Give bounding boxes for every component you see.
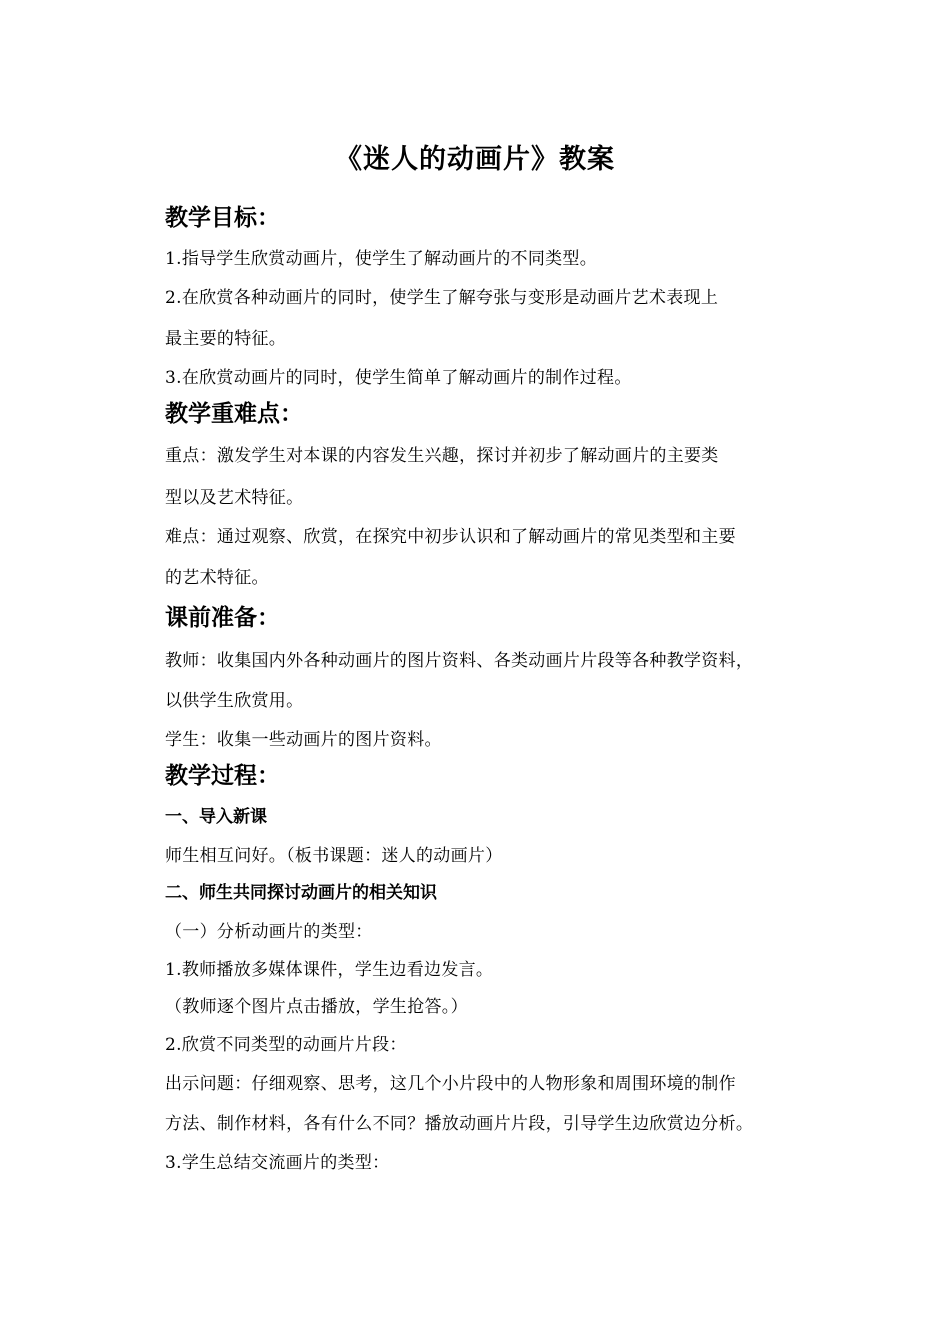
section-heading-prep: 课前准备： (165, 605, 280, 631)
keypoints-line-2: 型以及艺术特征。 (165, 488, 304, 508)
process-subheading-2: 二、师生共同探讨动画片的相关知识 (165, 883, 437, 903)
process-line-6: 出示问题：仔细观察、思考，这几个小片段中的人物形象和周围环境的制作 (165, 1074, 736, 1094)
section-heading-goals: 教学目标： (165, 205, 280, 231)
goals-line-1: 1.指导学生欣赏动画片，使学生了解动画片的不同类型。 (165, 249, 598, 269)
process-subheading-1: 一、导入新课 (165, 807, 267, 827)
goals-line-4: 3.在欣赏动画片的同时，使学生简单了解动画片的制作过程。 (165, 368, 632, 388)
process-line-8: 3.学生总结交流画片的类型： (165, 1153, 390, 1173)
process-line-7: 方法、制作材料，各有什么不同？播放动画片片段，引导学生边欣赏边分析。 (165, 1114, 754, 1134)
section-heading-process: 教学过程： (165, 763, 280, 789)
process-line-2: （一）分析动画片的类型： (165, 922, 373, 942)
process-line-3: 1.教师播放多媒体课件，学生边看边发言。 (165, 960, 494, 980)
prep-line-3: 学生：收集一些动画片的图片资料。 (165, 730, 442, 750)
prep-line-2: 以供学生欣赏用。 (165, 691, 304, 711)
process-line-4: （教师逐个图片点击播放，学生抢答。） (165, 997, 468, 1017)
goals-line-2: 2.在欣赏各种动画片的同时，使学生了解夸张与变形是动画片艺术表现上 (165, 288, 719, 308)
keypoints-line-3: 难点：通过观察、欣赏，在探究中初步认识和了解动画片的常见类型和主要 (165, 527, 736, 547)
keypoints-line-4: 的艺术特征。 (165, 568, 269, 588)
process-line-1: 师生相互问好。（板书课题：迷人的动画片） (165, 846, 503, 866)
goals-line-3: 最主要的特征。 (165, 329, 287, 349)
section-heading-keypoints: 教学重难点： (165, 401, 303, 427)
prep-line-1: 教师：收集国内外各种动画片的图片资料、各类动画片片段等各种教学资料， (165, 651, 754, 671)
process-line-5: 2.欣赏不同类型的动画片片段： (165, 1035, 407, 1055)
keypoints-line-1: 重点：激发学生对本课的内容发生兴趣，探讨并初步了解动画片的主要类 (165, 446, 719, 466)
document-title: 《迷人的动画片》教案 (335, 144, 615, 175)
